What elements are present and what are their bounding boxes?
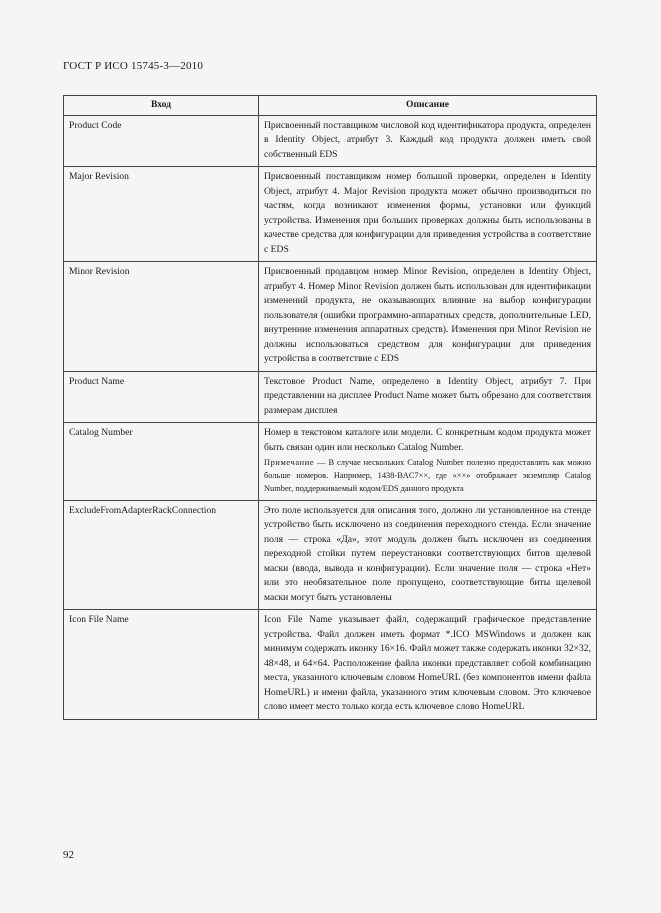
row-description-major-revision: Присвоенный поставщиком номер большой проверки, определен в Identity Object, атрибут 4. Major Revision продукта может обычно производиться по частям, когда возникают изменения формы, установки или функций устройства. Изменения при больших проверках должны быть использованы в качестве средства для конфигурации для приведения устройства в соответствие с EDS — [259, 167, 597, 262]
row-name-catalog-number: Catalog Number — [64, 423, 259, 501]
table-row — [64, 371, 597, 423]
row-name-exclude-from-adapter-rack-connection: ExcludeFromAdapterRackConnection — [64, 500, 259, 610]
column-header-description: Описание — [259, 96, 597, 116]
table-row — [64, 610, 597, 720]
row-name-product-name: Product Name — [64, 371, 259, 423]
column-header-input: Вход — [64, 96, 259, 116]
row-name-minor-revision: Minor Revision — [64, 262, 259, 372]
row-name-product-code: Product Code — [64, 115, 259, 167]
catalog-number-description-text: Номер в текстовом каталоге или модели. С конкретным кодом продукта может быть связан один или несколько Catalog Number. — [264, 427, 591, 453]
note-text: — В случае нескольких Catalog Number полезно предоставлять как можно больше номеров. Например, 1438-BAC7××, где «××» отображает экземпляр Catalog Number, поддерживаемый кодом/EDS данного продукта — [264, 458, 591, 494]
table-row — [64, 115, 597, 167]
table-row — [64, 262, 597, 372]
table-row — [64, 423, 597, 501]
row-description-exclude-from-adapter-rack-connection: Это поле используется для описания того, должно ли установленное на стенде устройство быть исключено из соединения переходного стенда. Если значение поля — строка «Да», этот модуль должен быть исключен из соединения переходной стойки путем переустановки соответствующих битов щелевой маски (ввода, вывода и конфигурации). Если значение поля — строка «Нет» или это необязательное поле пропущено, соответствующие биты щелевой маски могут быть установлены — [259, 500, 597, 610]
page-number: 92 — [63, 849, 74, 861]
row-name-major-revision: Major Revision — [64, 167, 259, 262]
row-name-icon-file-name: Icon File Name — [64, 610, 259, 720]
table-row — [64, 167, 597, 262]
row-description-catalog-number — [259, 423, 597, 501]
document-header: ГОСТ Р ИСО 15745-3—2010 — [63, 60, 204, 72]
row-description-minor-revision: Присвоенный продавцом номер Minor Revision, определен в Identity Object, атрибут 4. Номер Minor Revision должен быть использован для идентификации изменений продукта, не оказывающих влияние на выбор конфигурации пользователя (ошибки программно-аппаратных средств, дополнительные LED, внутренние изменения аппаратных средств). Изменения при Minor Revision не должны использоваться средством для конфигурации для приведения устройства в соответствие с EDS — [259, 262, 597, 372]
table-row — [64, 500, 597, 610]
row-description-product-code: Присвоенный поставщиком числовой код идентификатора продукта, определен в Identity Object, атрибут 3. Каждый код продукта должен иметь свой собственный EDS — [259, 115, 597, 167]
note-label: Примечание — [264, 458, 315, 467]
table-header-row — [64, 96, 597, 116]
catalog-number-note — [264, 456, 591, 496]
row-description-icon-file-name: Icon File Name указывает файл, содержащий графическое представление устройства. Файл должен иметь формат *.ICO MSWindows и должен как минимум содержать иконку 16×16. Файл может также содержать иконки 32×32, 48×48, и 64×64. Расположение файла иконки представляет собой комбинацию места, указанного ключевым словом HomeURL (без компонентов имени файла HomeURL) и имени файла, указанного этим ключевым словом. Это ключевое слово имеет место только когда есть ключевое слово HomeURL — [259, 610, 597, 720]
specification-table — [63, 95, 597, 720]
row-description-product-name: Текстовое Product Name, определено в Identity Object, атрибут 7. При представлении на дисплее Product Name может быть обрезано для соответствия размерам дисплея — [259, 371, 597, 423]
